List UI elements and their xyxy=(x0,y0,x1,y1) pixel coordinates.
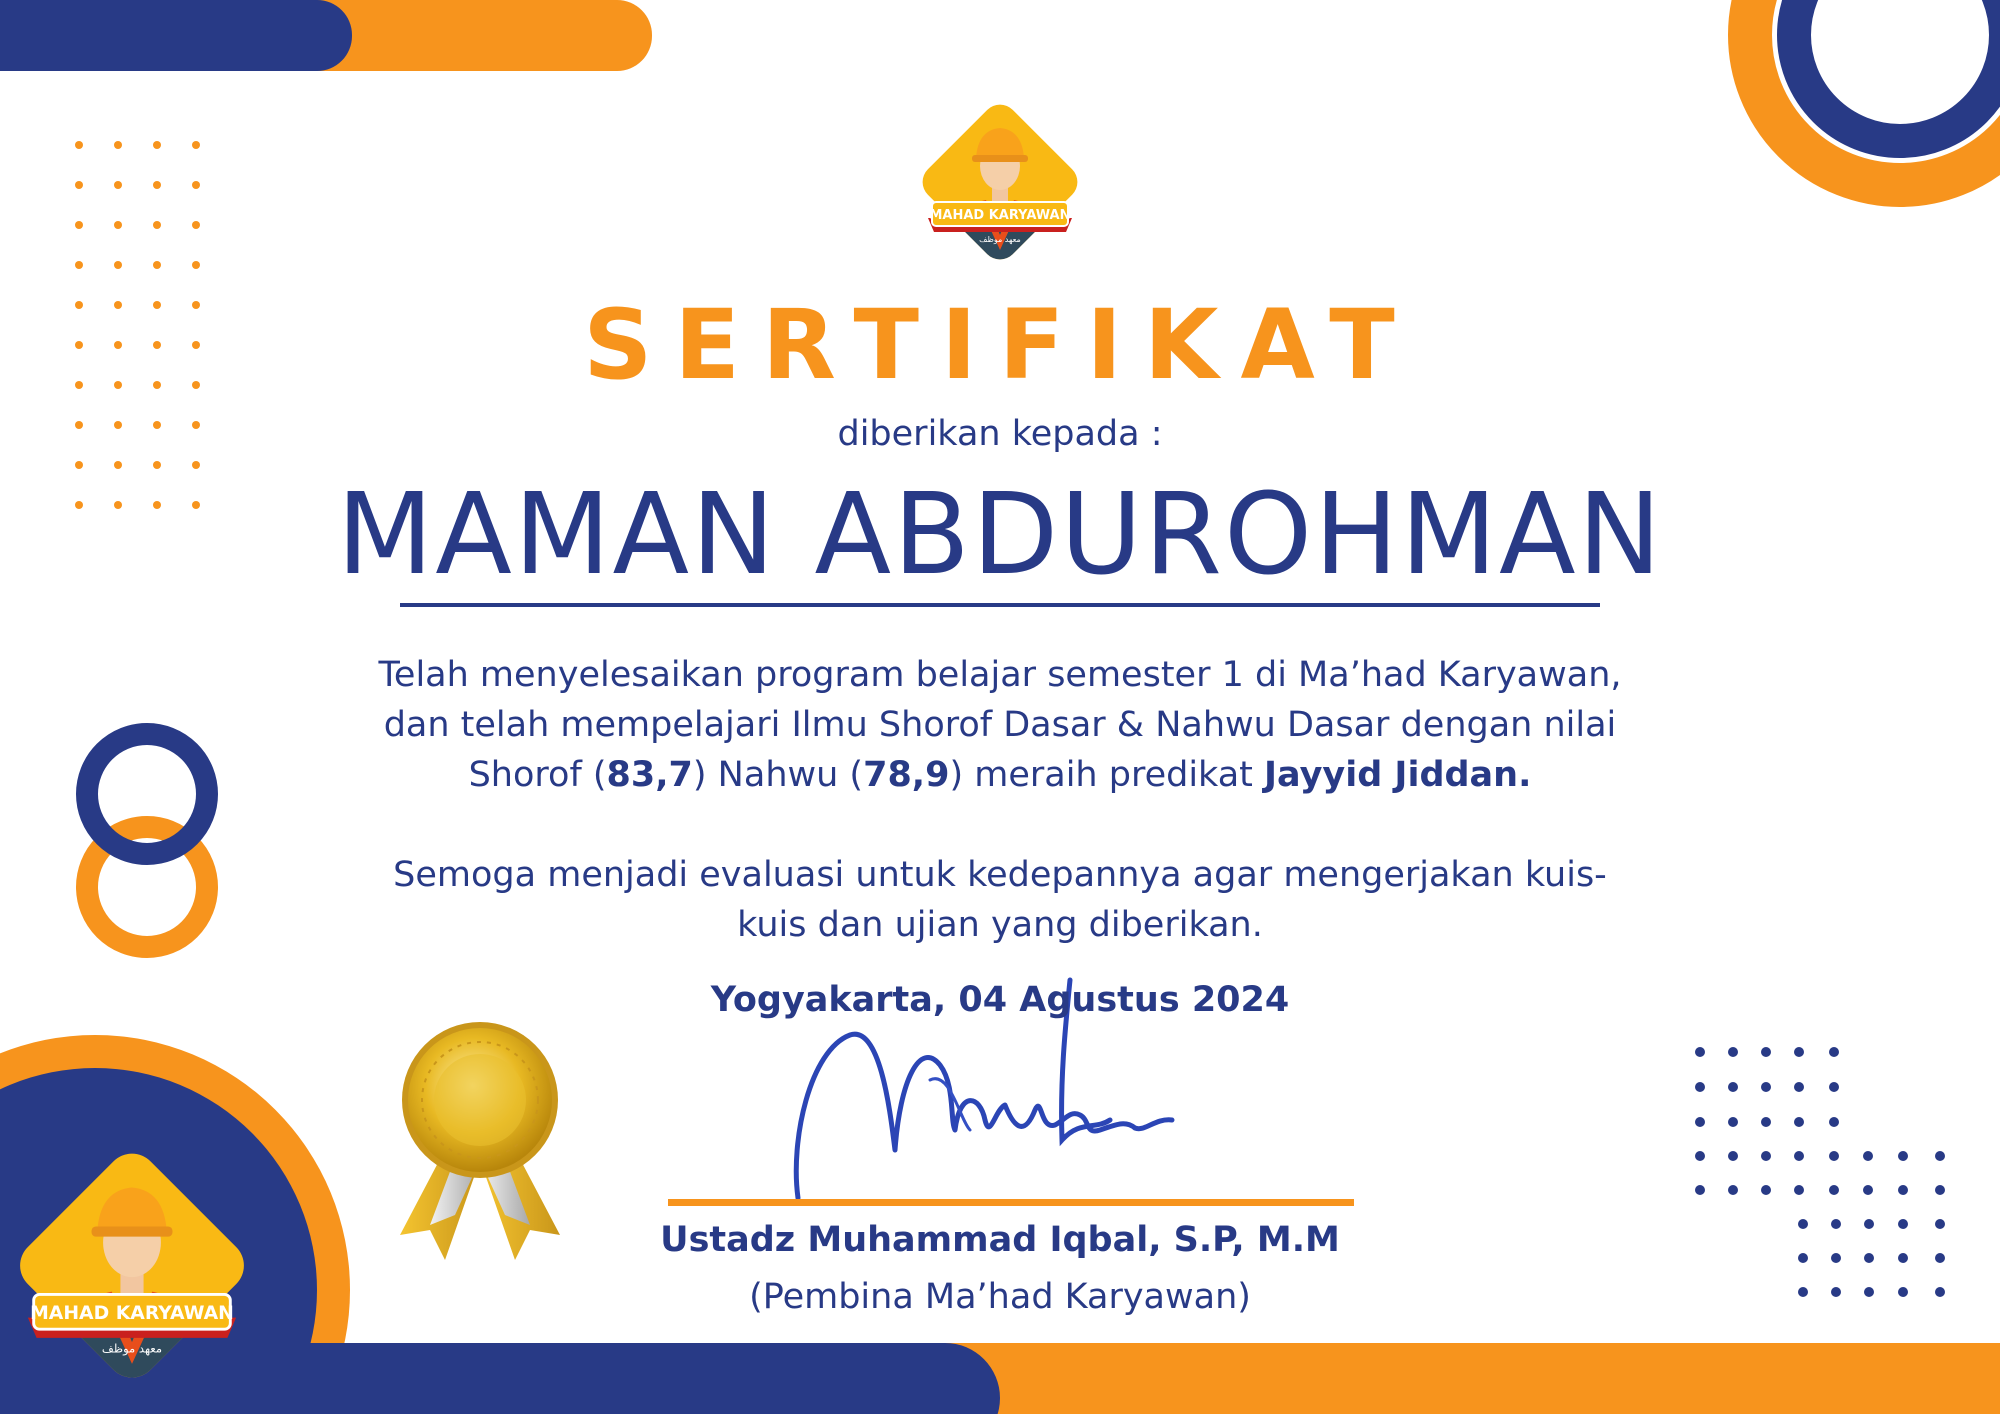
certificate-subtitle: diberikan kepada : xyxy=(837,414,1163,454)
mahad-karyawan-logo-bottom xyxy=(12,1147,252,1387)
body-line-3 xyxy=(310,750,1690,800)
logo-text: MAHAD KARYAWAN xyxy=(30,1303,234,1325)
score-shorof: 83,7 xyxy=(606,755,693,795)
score-nahwu: 78,9 xyxy=(863,755,950,795)
signature-line xyxy=(668,1199,1354,1206)
body-line-2: dan telah mempelajari Ilmu Shorof Dasar & Nahwu Dasar dengan nilai xyxy=(383,705,1617,745)
name-underline xyxy=(400,603,1600,607)
body-line-3-c: ) meraih predikat xyxy=(949,755,1264,795)
body-line-4: Semoga menjadi evaluasi untuk kedepannya agar mengerjakan kuis- xyxy=(393,855,1607,895)
body-line-3-b: ) Nahwu ( xyxy=(692,755,864,795)
recipient-name: MAMAN ABDUROHMAN xyxy=(336,470,1664,600)
signer-name: Ustadz Muhammad Iqbal, S.P, M.M xyxy=(660,1220,1340,1260)
mahad-karyawan-logo xyxy=(918,100,1082,266)
top-right-navy-ring xyxy=(1794,0,2000,141)
logo-arabic-text: معهد موظف xyxy=(101,1341,163,1356)
logo-arabic-text: معهد موظف xyxy=(979,235,1021,244)
body-line-5: kuis dan ujian yang diberikan. xyxy=(737,905,1263,945)
body-line-1: Telah menyelesaikan program belajar semester 1 di Ma’had Karyawan, xyxy=(378,655,1622,695)
body-line-3-a: Shorof ( xyxy=(468,755,607,795)
predicate: Jayyid Jiddan. xyxy=(1264,755,1532,795)
logo-text: MAHAD KARYAWAN xyxy=(929,208,1071,223)
certificate-date: Yogyakarta, 04 Agustus 2024 xyxy=(710,980,1290,1020)
top-left-navy-bar xyxy=(0,0,352,71)
certificate-title: SERTIFIKAT xyxy=(583,289,1417,401)
signer-role: (Pembina Ma’had Karyawan) xyxy=(749,1277,1251,1317)
